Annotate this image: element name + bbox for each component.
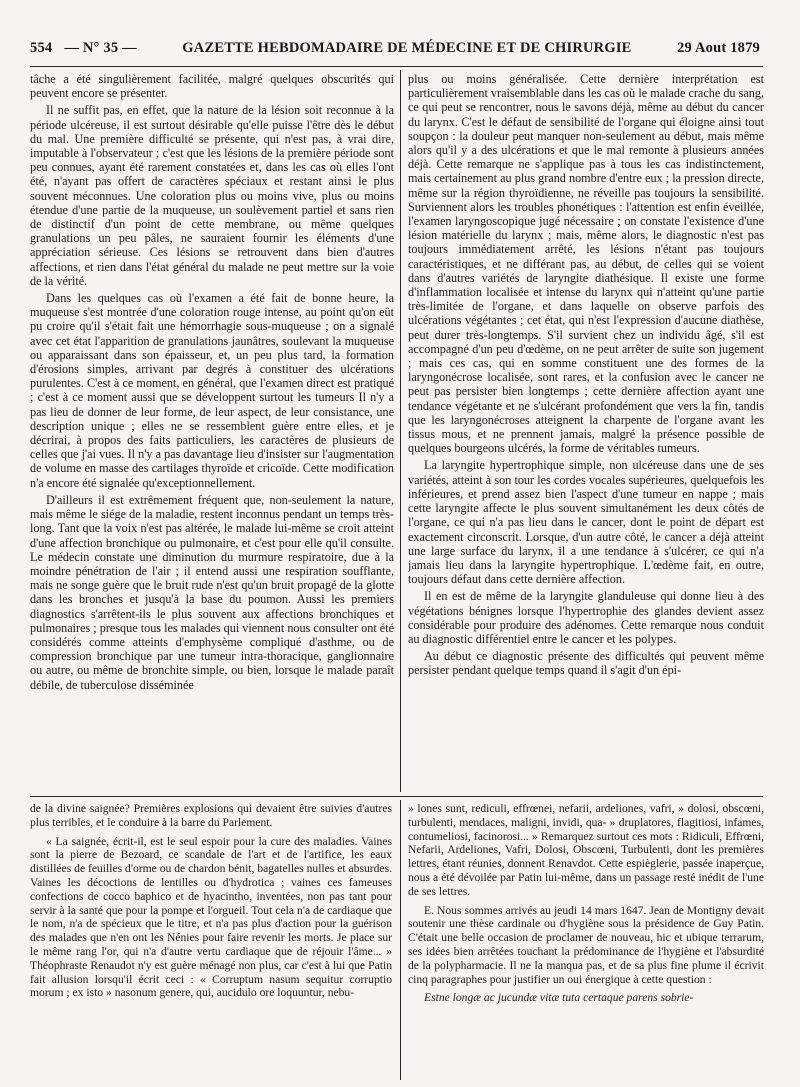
paragraph: La laryngite hypertrophique simple, non ulcéreuse dans une de ses variétés, atteint à son tour les cordes vocales supérieures, quelquefois les inférieures, et prend assez bien l'aspect d'une tumeur en nappe ; mais cette laryngite affecte le plus souvent simultanément les deux côtés de l'organe, ce qui n'a pas lieu dans le cancer, dont le point de départ est exactement circonscrit. Lorsque, d'un autre côté, le cancer a déjà atteint une large surface du larynx, il a une tendance à s'ulcérer, ce qui n'a jamais lieu dans la laryngite hypertrophique. L'œdème fait, en outre, toujours défaut dans cette dernière affection. — [408, 458, 764, 587]
paragraph: Au début ce diagnostic présente des difficultés qui peuvent même persister pendant quelque temps quand il s'agit d'un épi- — [408, 649, 764, 678]
feuilleton-column-right — [408, 802, 764, 1080]
paragraph: Estne longæ ac jucundæ vitæ tuta certaque parens sobrie- — [424, 991, 694, 1005]
article-column-right — [408, 72, 764, 790]
header-rule — [30, 66, 763, 67]
paragraph: Dans les quelques cas où l'examen a été fait de bonne heure, la muqueuse s'est montrée d'une coloration rouge intense, au point qu'on eût pu croire qu'il s'était fait une hémorrhagie sous-muqueuse ; on a signalé avec cet état l'apparition de granulations jaunâtres, soulevant la muqueuse ou apparaissant dans son épaisseur, et, un peu plus tard, la formation d'érosions simples, arrivant par degrés à constituer des ulcérations purulentes. C'est à ce moment, en général, que l'examen direct est pratiqué ; c'est à ce moment aussi que se développent surtout les tumeurs Il n'y a pas lieu de donner de leur forme, de leur aspect, de leur consistance, une description unique ; elles ne se ressemblent guère entre elles, et je décrirai, à propos des faits particuliers, les caractères de plusieurs de celles que j'ai vues. Il n'y a pas davantage lieu d'insister sur l'augmentation de volume en masse des cartilages thyroïde et cricoïde. Cette modification n'a encore été signalée qu'exceptionnellement. — [30, 291, 394, 490]
column-divider — [400, 70, 401, 792]
journal-title: GAZETTE HEBDOMADAIRE DE MÉDECINE ET DE CHIRURGIE — [182, 40, 632, 56]
feuilleton-column-left — [30, 802, 392, 1080]
page-header — [30, 40, 760, 62]
paragraph: » lones sunt, rediculi, effrœnei, nefarii, ardeliones, vafri, » dolosi, obscœni, turbulenti, mendaces, maligni, invidi, qua- » druplatores, flagitiosi, infames, contumeliosi, facinorosi... » Remarquez surtout ces mots : Ridiculi, Effrœni, Nefarii, Ardeliones, Vafri, Dolosi, Obscœni, Turbulenti, dont les premières lettres, étant réunies, donnent Renavdot. Cette espièglerie, passée inaperçue, nous a été dévoilée par Patin lui-même, dans un passage resté inédit de l'une de ses lettres. — [408, 802, 764, 898]
issue-date: 29 Aout 1879 — [677, 40, 760, 56]
paragraph: « La saignée, écrit-il, est le seul espoir pour la cure des maladies. Vaines sont la pierre de Bezoard, ce scandale de l'art et de l'artifice, les eaux distillées de feuilles d'orme ou de chardon bénit, bagatelles nulles et absurdes. Vaines les décoctions de lentilles ou d'hydrotica ; vaines ces fameuses confections de cocco baphico et de hyacintho, inventées, non pas tant pour servir à la santé que pour la pompe et l'orgueil. Tout cela n'a de cardiaque que le nom, n'a de spécieux que le titre, et n'a pas plus d'action pour la guérison des malades que n'en ont les Nénies pour faire revenir les morts. Je place sur le même rang l'or, qui n'a d'autre vertu cardiaque que de réjouir l'âme... » Théophraste Renaudot n'y est guère ménagé non plus, car c'est à lui que Patin fait allusion lorsqu'il écrit ceci : « Corruptum nasum sequitur corruptio morum ; ex isto » nasonum genere, qui, aucidulo ore loquuntur, nebu- — [30, 834, 392, 1000]
paragraph: Il ne suffit pas, en effet, que la nature de la lésion soit reconnue à la période ulcéreuse, il est surtout désirable qu'elle puisse l'être dès le début du mal. Une première difficulté se présente, qui n'est pas, à vrai dire, imputable à l'observateur ; c'est que les lésions de la première période sont peu connues, ayant été rarement constatées et, dans les cas où elles l'ont été, n'ayant pas offert de caractères spéciaux et restant ainsi le plus souvent méconnues. Une coloration plus ou moins vive, plus ou moins étendue d'une partie de la muqueuse, un soulèvement partiel et sans rien de distinctif d'un point de cette membrane, ou même quelques granulations un peu pâles, ne sauraient fournir les éléments d'une appréciation sérieuse. Ces lésions se retrouvent dans bien d'autres affections, et rien dans l'état général du malade ne peut mettre sur la voie de la vérité. — [30, 103, 394, 288]
paragraph: Il en est de même de la laryngite glanduleuse qui donne lieu à des végétations bénignes lorsque l'hypertrophie des glandes devient assez considérable pour produire des adénomes. Cette remarque nous conduit au diagnostic différentiel entre le cancer et les polypes. — [408, 589, 764, 646]
column-divider — [400, 800, 401, 1080]
paragraph: D'ailleurs il est extrêmement fréquent que, non-seulement la nature, mais même le siége de la maladie, restent inconnus pendant un temps très-long. Tant que la voix n'est pas altérée, le malade lui-même se croit atteint d'une affection bronchique ou pulmonaire, et c'est pour elle qu'il consulte. Le médecin constate une diminution du murmure respiratoire, due à la moindre pénétration de l'air ; il entend aussi une respiration soufflante, mais ne songe guère que le bruit rude n'est qu'un bruit propagé de la glotte dans les bronches et jusqu'à la base du poumon. Aussi les premiers diagnostics s'arrêtent-ils le plus souvent aux affections bronchiques et pulmonaires ; presque tous les malades qui viennent nous consulter ont été considérés comme atteints d'emphysème compliqué d'asthme, ou de compression bronchique par une tumeur intra-thoracique, ganglionnaire ou autre, ou même de bronchite simple, ou bien, lorsque le malade paraît débile, de tuberculose disséminée — [30, 492, 394, 692]
page-number: 554 — [30, 40, 53, 56]
article-column-left — [30, 72, 394, 790]
paragraph: tâche a été singulièrement facilitée, malgré quelques obscurités qui peuvent encore se présenter. — [30, 72, 394, 101]
issue-number: — N° 35 — — [64, 40, 137, 56]
paragraph: plus ou moins généralisée. Cette dernière interprétation est particulièrement vraisemblable dans les cas où le malade crache du sang, ce qui peut se rencontrer, nous le savons déjà, même au début du cancer du larynx. C'est le défaut de sensibilité de l'organe qui éloigne ainsi tout soupçon : la douleur peut manquer non-seulement au début, mais même alors qu'il y a des ulcérations et que le mal remonte à plusieurs années déjà. Cette remarque ne s'applique pas à tous les cas indistinctement, mais certainement au plus grand nombre d'entre eux ; la pression directe, même sur la région thyroïdienne, ne réveille pas toujours la sensibilité. Surviennent alors les troubles phonétiques : l'attention est enfin éveillée, l'examen laryngoscopique jugé nécessaire ; on constate l'existence d'une lésion matérielle du larynx ; mais, même alors, le diagnostic n'est pas toujours immédiatement arrêté, les lésions n'étant pas toujours caractéristiques, et ne différant pas, au début, de celles qui se voient dans d'autres variétés de laryngite diathésique. Il existe une forme d'inflammation localisée et intense du larynx qui n'atteint qu'une partie très-limitée de l'organe, et dans laquelle on observe parfois des ulcérations végétantes ; cet état, qui n'est l'expression d'aucune diathèse, peut durer très-longtemps. S'il survient chez un individu âgé, s'il est accompagné d'un peu d'œdème, on ne peut arrêter de suite son jugement ; mais ces cas, qui en somme constituent une des formes de la laryngonécrose localisée, sont rares, et la confusion avec le cancer ne peut pas persister bien longtemps ; cette dernière affection ayant une tendance végétante et ne s'ulcérant profondément que vers la fin, tandis que les laryngonécroses atteignent la charpente de l'organe avant les tissus mous, et ne prennent jamais, malgré la présence possible de quelques bourgeons ulcérés, la forme de véritables tumeurs. — [408, 72, 764, 456]
feuilleton-rule — [30, 796, 763, 797]
paragraph: de la divine saignée? Premières explosions qui devaient être suivies d'autres plus terribles, et le conduire à la barre du Parlement. — [30, 802, 392, 829]
paragraph: E. Nous sommes arrivés au jeudi 14 mars 1647. Jean de Montigny devait soutenir une thèse cardinale ou d'hygiène sous la présidence de Guy Patin. C'était une belle occasion de proclamer de nouveau, hic et ubique terrarum, ses idées bien arrêtées touchant la prédominance de l'hygiène et l'absurdité de la polypharmacie. Il ne la manqua pas, et de sa plus fine plume il écrivit cinq paragraphes pour justifier un oui énergique à cette question : — [408, 903, 764, 986]
